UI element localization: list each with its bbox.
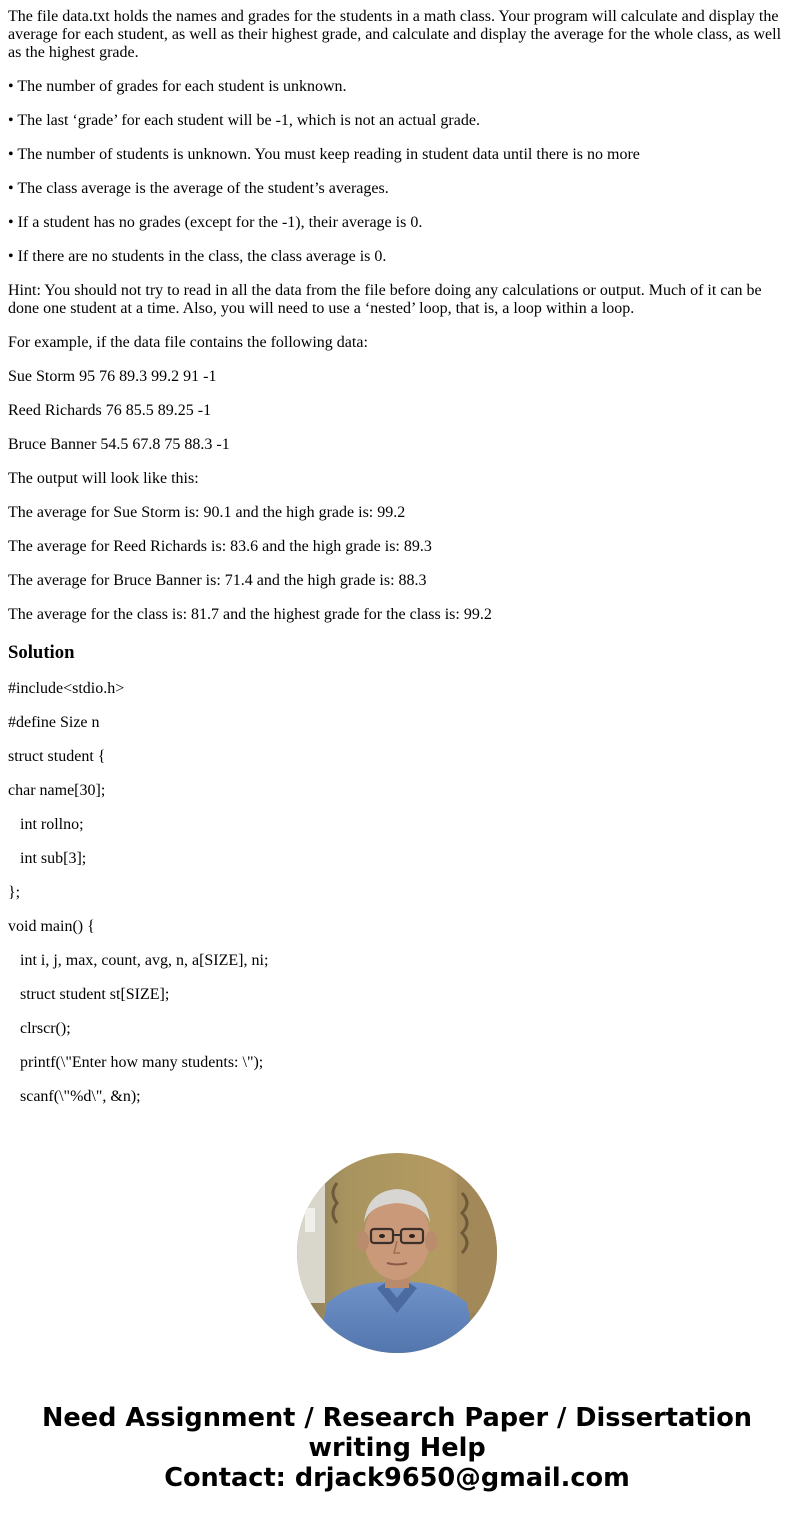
output-line: The average for Bruce Banner is: 71.4 and the high grade is: 88.3 — [8, 572, 427, 589]
code-line: struct student { — [8, 748, 106, 765]
code-line: clrscr(); — [20, 1020, 71, 1037]
hint-text: Hint: You should not try to read in all the data from the file before doing any calculations or output. Much of it can be done one student at a time. Also, you will need to use a ‘nested’ loop, that is, a loop within a loop. — [8, 282, 762, 317]
bullet-grades-unknown: • The number of grades for each student is unknown. — [8, 78, 347, 95]
output-intro: The output will look like this: — [8, 470, 199, 487]
code-line: #include<stdio.h> — [8, 680, 125, 697]
output-line: The average for Reed Richards is: 83.6 and the high grade is: 89.3 — [8, 538, 432, 555]
footer-line-2: writing Help — [308, 1433, 486, 1463]
avatar — [297, 1153, 497, 1353]
bullet-last-grade: • The last ‘grade’ for each student will be -1, which is not an actual grade. — [8, 112, 480, 129]
code-line: printf(\"Enter how many students: \"); — [20, 1054, 264, 1071]
code-line: int i, j, max, count, avg, n, a[SIZE], ni; — [20, 952, 269, 969]
solution-heading: Solution — [8, 642, 75, 663]
output-line: The average for Sue Storm is: 90.1 and the high grade is: 99.2 — [8, 504, 406, 521]
code-line: #define Size n — [8, 714, 100, 731]
bullet-class-average: • The class average is the average of the student’s averages. — [8, 180, 389, 197]
problem-intro: The file data.txt holds the names and grades for the students in a math class. Your program will calculate and display the average for each student, as well as their highest grade, and calculate and display the average for the whole class, as well as the highest grade. — [8, 8, 782, 61]
bullet-no-grades: • If a student has no grades (except for the -1), their average is 0. — [8, 214, 423, 231]
data-line: Reed Richards 76 85.5 89.25 -1 — [8, 402, 212, 419]
data-line: Sue Storm 95 76 89.3 99.2 91 -1 — [8, 368, 217, 385]
code-line: struct student st[SIZE]; — [20, 986, 170, 1003]
code-line: }; — [8, 884, 21, 901]
example-intro: For example, if the data file contains the following data: — [8, 334, 368, 351]
document-body — [8, 8, 786, 1122]
data-line: Bruce Banner 54.5 67.8 75 88.3 -1 — [8, 436, 230, 453]
code-line: void main() { — [8, 918, 95, 935]
code-line: int rollno; — [20, 816, 84, 833]
output-line: The average for the class is: 81.7 and the highest grade for the class is: 99.2 — [8, 606, 492, 623]
bullet-no-students: • If there are no students in the class, the class average is 0. — [8, 248, 387, 265]
code-line: int sub[3]; — [20, 850, 87, 867]
code-line: char name[30]; — [8, 782, 106, 799]
code-line: scanf(\"%d\", &n); — [20, 1088, 141, 1105]
bullet-students-unknown: • The number of students is unknown. You must keep reading in student data until there is no more — [8, 146, 640, 163]
footer-contact-banner — [0, 1403, 794, 1493]
footer-line-1: Need Assignment / Research Paper / Dissertation — [41, 1403, 753, 1433]
avatar-portrait-image — [297, 1153, 497, 1353]
footer-contact-email: Contact: drjack9650@gmail.com — [164, 1463, 630, 1493]
